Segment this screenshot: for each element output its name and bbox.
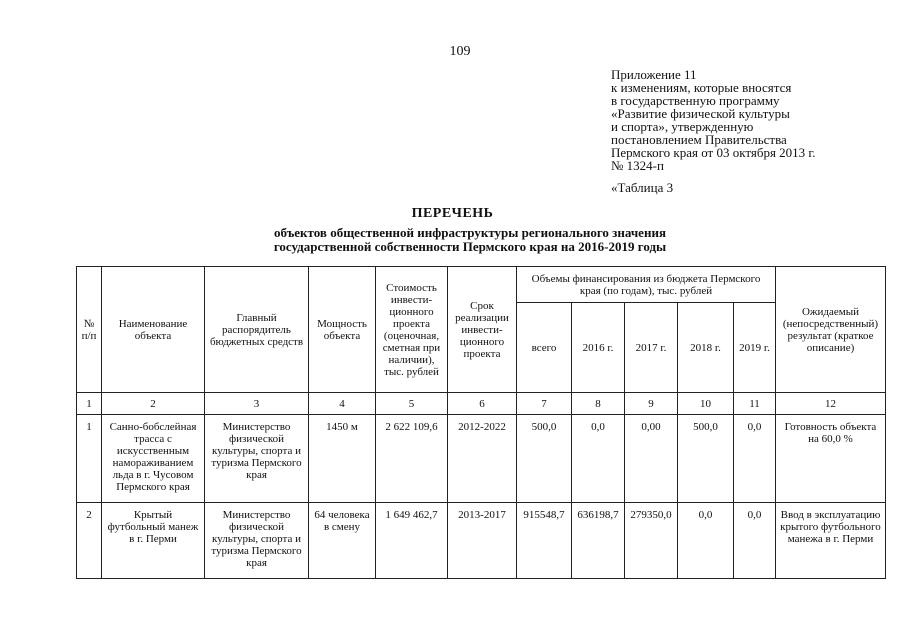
column-number: 7 xyxy=(517,393,572,415)
document-subtitle xyxy=(200,226,740,254)
column-number: 4 xyxy=(309,393,376,415)
document-title: ПЕРЕЧЕНЬ xyxy=(411,206,494,221)
cell-2016: 636198,7 xyxy=(572,503,625,579)
cell-num: 2 xyxy=(77,503,102,579)
table-row xyxy=(77,415,886,503)
table-row xyxy=(77,503,886,579)
header-funding: Объемы финансирования из бюджета Пермского края (по годам), тыс. рублей xyxy=(517,267,776,303)
header-result: Ожидаемый (непосредственный) результат (краткое описание) xyxy=(776,267,886,393)
cell-2019: 0,0 xyxy=(734,415,776,503)
cell-total: 915548,7 xyxy=(517,503,572,579)
page-number: 109 xyxy=(449,44,471,59)
header-total: всего xyxy=(517,303,572,393)
column-number: 12 xyxy=(776,393,886,415)
header-2017: 2017 г. xyxy=(625,303,678,393)
annex-line: к изменениям, которые вносятся xyxy=(611,80,792,95)
column-number: 6 xyxy=(448,393,517,415)
cell-term: 2012-2022 xyxy=(448,415,517,503)
cell-2019: 0,0 xyxy=(734,503,776,579)
annex-block xyxy=(611,68,901,172)
header-term: Срок реализации инвести-ционного проекта xyxy=(448,267,517,393)
column-number: 10 xyxy=(678,393,734,415)
objects-table xyxy=(76,266,886,579)
subtitle-line-1: объектов общественной инфраструктуры регионального значения xyxy=(274,225,666,240)
column-number: 8 xyxy=(572,393,625,415)
cell-capacity: 1450 м xyxy=(309,415,376,503)
cell-2017: 0,00 xyxy=(625,415,678,503)
column-number: 2 xyxy=(102,393,205,415)
cell-2018: 0,0 xyxy=(678,503,734,579)
header-2018: 2018 г. xyxy=(678,303,734,393)
column-number: 1 xyxy=(77,393,102,415)
annex-line: постановлением Правительства xyxy=(611,132,787,147)
cell-2017: 279350,0 xyxy=(625,503,678,579)
header-num: № п/п xyxy=(77,267,102,393)
cell-manager: Министерство физической культуры, спорта и туризма Пермского края xyxy=(205,415,309,503)
column-number: 9 xyxy=(625,393,678,415)
header-name: Наименование объекта xyxy=(102,267,205,393)
header-row xyxy=(77,267,886,303)
annex-line: Приложение 11 xyxy=(611,67,697,82)
cell-num: 1 xyxy=(77,415,102,503)
cell-result: Ввод в эксплуатацию крытого футбольного манежа в г. Перми xyxy=(776,503,886,579)
annex-line: «Развитие физической культуры xyxy=(611,106,790,121)
column-numbers-row xyxy=(77,393,886,415)
annex-line: Пермского края от 03 октября 2013 г. xyxy=(611,145,816,160)
header-2016: 2016 г. xyxy=(572,303,625,393)
cell-cost: 1 649 462,7 xyxy=(376,503,448,579)
cell-name: Крытый футбольный манеж в г. Перми xyxy=(102,503,205,579)
cell-manager: Министерство физической культуры, спорта и туризма Пермского края xyxy=(205,503,309,579)
annex-line: в государственную программу xyxy=(611,93,780,108)
cell-cost: 2 622 109,6 xyxy=(376,415,448,503)
subtitle-line-2: государственной собственности Пермского края на 2016-2019 годы xyxy=(273,239,667,254)
column-number: 11 xyxy=(734,393,776,415)
header-cost: Стоимость инвести-ционного проекта (оценочная, сметная при наличии), тыс. рублей xyxy=(376,267,448,393)
column-number: 5 xyxy=(376,393,448,415)
cell-capacity: 64 человека в смену xyxy=(309,503,376,579)
header-2019: 2019 г. xyxy=(734,303,776,393)
cell-2018: 500,0 xyxy=(678,415,734,503)
column-number: 3 xyxy=(205,393,309,415)
cell-term: 2013-2017 xyxy=(448,503,517,579)
cell-2016: 0,0 xyxy=(572,415,625,503)
cell-name: Санно-бобслейная трасса с искусственным намораживанием льда в г. Чусовом Пермского края xyxy=(102,415,205,503)
header-capacity: Мощность объекта xyxy=(309,267,376,393)
table-reference: «Таблица 3 xyxy=(611,180,674,195)
cell-result: Готовность объекта на 60,0 % xyxy=(776,415,886,503)
annex-line: и спорта», утвержденную xyxy=(611,119,754,134)
annex-line: № 1324-п xyxy=(611,158,664,173)
cell-total: 500,0 xyxy=(517,415,572,503)
header-manager: Главный распорядитель бюджетных средств xyxy=(205,267,309,393)
